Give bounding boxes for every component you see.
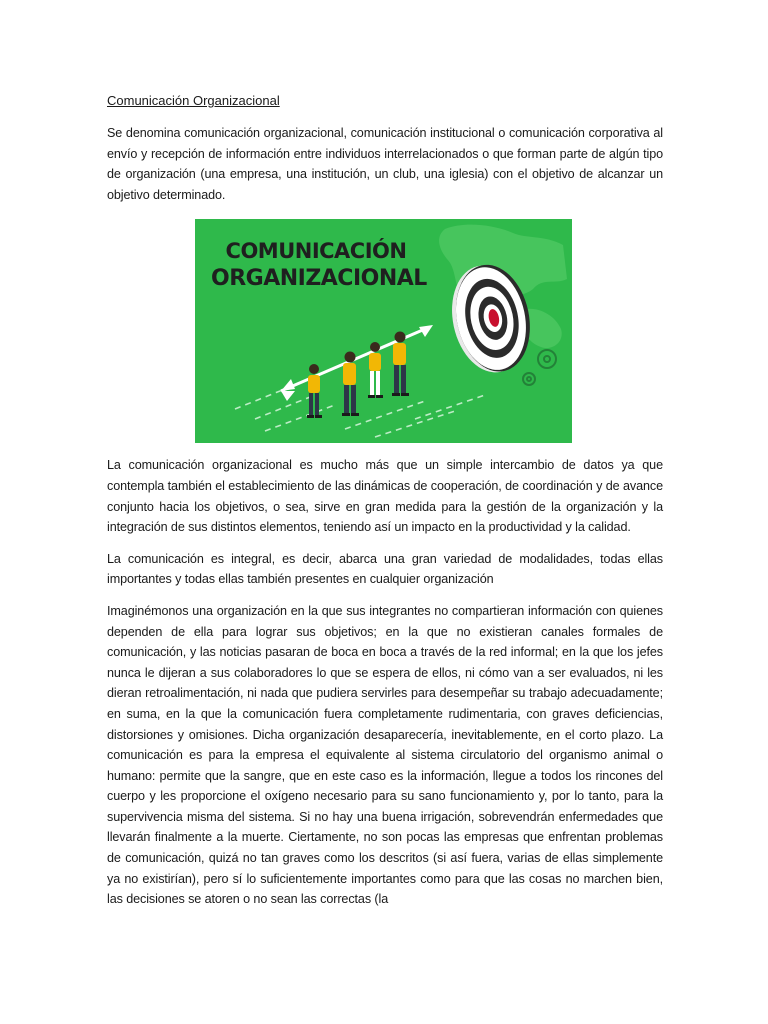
arrow-icon (281, 325, 433, 401)
paragraph-1: Se denomina comunicación organizacional, comunicación institucional o comunicación corporativa al envío y recepción de información entre individuos interrelacionados o que forman parte de algún tipo de organización (una empresa, una institución, un club, una iglesia) con el objetivo de alcanzar un objetivo determinado. (107, 126, 663, 202)
illustration-title-line2: ORGANIZACIONAL (211, 266, 427, 292)
gears-icon (523, 350, 556, 385)
paragraph-3: La comunicación es integral, es decir, abarca una gran variedad de modalidades, todas ellas importantes y todas ellas también presentes en cualquier organización (107, 551, 663, 587)
illustration (195, 219, 572, 443)
paragraph-2: La comunicación organizacional es mucho más que un simple intercambio de datos ya que contempla también el establecimiento de las dinámicas de cooperación, de coordinación y de avance conjunto hacia los objetivos, o sea, sirve en gran medida para la gestión de la organización y la integración de sus distintos elementos, teniendo así un impacto en la productividad y la calidad. (107, 458, 663, 535)
illustration-title (211, 237, 427, 293)
paragraph-4: Imaginémonos una organización en la que sus integrantes no compartieran información con quienes dependen de ella para lograr sus objetivos; en la que no existieran canales formales de comunicación, y las noticias pasaran de boca en boca a través de la red informal; en la que los jefes nunca le dijeran a sus colaboradores lo que se espera de ellos, ni cómo van a ser evaluados, ni les dieran retroalimentación, ni nada que pudiera servirles para desempeñar su trabajo adecuadamente; en suma, en la que la comunicación fuera completamente rudimentaria, con graves deficiencias, distorsiones y omisiones. Dicha organización desaparecería, inevitablemente, en el corto plazo. La comunicación es para la empresa el equivalente al sistema circulatorio del organismo animal o humano: permite que la sangre, que en este caso es la información, llegue a todos los rincones del cuerpo y les proporcione el oxígeno necesario para su sano funcionamiento y, por lo tanto, para la supervivencia misma del sistema. Si no hay una buena irrigación, sobrevendrán enfermedades que llevarán finalmente a la muerte. Ciertamente, no son pocas las empresas que enfrentan problemas de comunicación, quizá no tan graves como los descritos (si así fuera, varias de ellas simplemente ya no existirían), pero sí lo suficientemente importantes como para que las cosas no marchen bien, las decisiones se atoren o no sean las correctas (la (107, 603, 663, 907)
document-content (107, 91, 663, 921)
illustration-title-line1: COMUNICACIÓN (225, 239, 407, 264)
motion-lines (235, 389, 485, 437)
document-title: Comunicación Organizacional (107, 93, 280, 108)
